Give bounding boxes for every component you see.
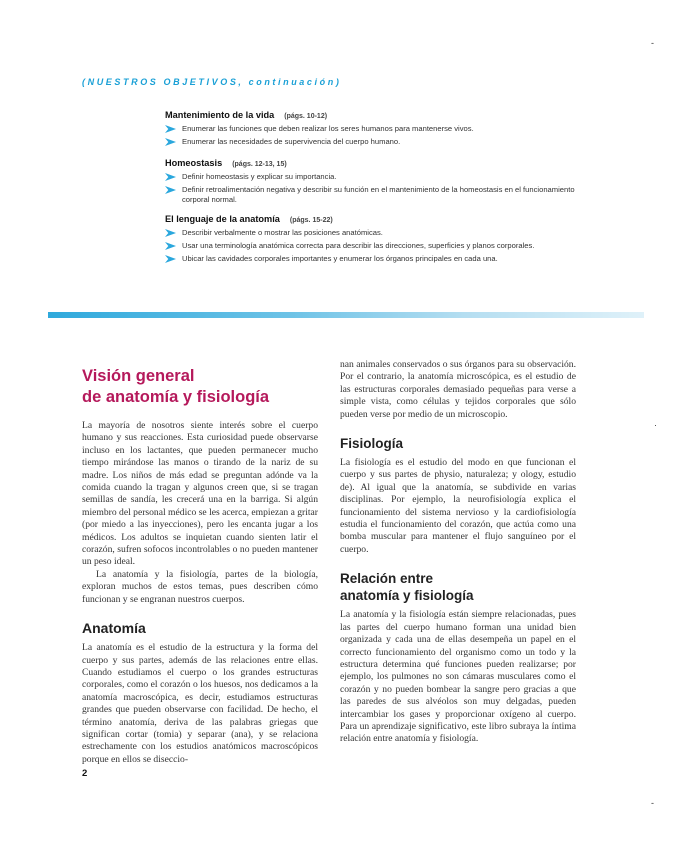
page-title-line2: de anatomía y fisiología xyxy=(82,388,270,406)
physiology-heading: Fisiología xyxy=(340,436,404,452)
relation-paragraph: La anatomía y la fisiología están siempre relacionadas, pues las partes del cuerpo humano forman una unidad bien organizada y cada una de ellas desempeña un papel en el correcto funcionamiento del organismo como un todo y la estructura determina qué funciones pueden realizarse; por ejemplo, los pulmones no son cámaras musculares como el corazón y no pueden bombear la sangre pero gracias a que las paredes de sus alvéolos son muy delgadas, pueden intercambiar los gases y proporcionar oxígeno al cuerpo. Para un aprendizaje significativo, este libro subraya la íntima relación entre anatomía y fisiología. xyxy=(340,609,576,745)
section-title: El lenguaje de la anatomía (págs. 15-22) xyxy=(165,214,333,224)
objective-item: Ubicar las cavidades corporales importantes y enumerar los órganos principales en cada una. xyxy=(165,254,585,264)
corner-mark: - xyxy=(651,798,654,808)
section-divider xyxy=(48,312,644,318)
objective-item: Definir homeostasis y explicar su importancia. xyxy=(165,172,585,182)
objective-item: Describir verbalmente o mostrar las posiciones anatómicas. xyxy=(165,228,585,238)
intro-paragraph-2: La anatomía y la fisiología, partes de la biología, exploran muchos de estos temas, pues describen cómo funcionan y se engranan nuestros cuerpos. xyxy=(82,568,318,605)
page-title-line1: Visión general xyxy=(82,367,195,385)
arrow-icon xyxy=(165,186,176,194)
arrow-icon xyxy=(165,255,176,263)
section-pages: (págs. 10-12) xyxy=(284,113,328,120)
objective-item: Definir retroalimentación negativa y describir su función en el mantenimiento de la homeostasis en el funcionamiento corporal normal. xyxy=(165,185,585,205)
physiology-paragraph: La fisiología es el estudio del modo en que funcionan el cuerpo y sus partes de physio, naturaleza; y ology, estudio de). Al igual que la anatomía, se subdivide en varias disciplinas. Por ejemplo, la neurofisiología explica el funcionamiento del sistema nervioso y la cardiofisiología estudia el funcionamiento del corazón, que actúa como una bomba muscular para mantener el flujo sanguíneo por el cuerpo. xyxy=(340,457,576,555)
continuation-paragraph: nan animales conservados o sus órganos para su observación. Por el contrario, la anatomía microscópica, es el estudio de las estructuras corporales demasiado pequeñas para verse a simple vista, como células y tejidos corporales que sólo pueden verse por medio de un microscopio. xyxy=(340,359,576,420)
objectives-header: (NUESTROS OBJETIVOS, continuación) xyxy=(82,77,342,87)
intro-paragraph: La mayoría de nosotros siente interés sobre el cuerpo humano y sus reacciones. Esta curiosidad puede observarse incluso en los lactantes, que pueden permanecer mucho tiempo mirándose las manos o tirando de la nariz de su madre. Los niños de más edad se preguntan adónde va la comida cuando la tragan y algunos creen que, si se tragan semillas de sandía, les crecerá una en la barriga. Si algún miembro del personal médico se les acerca, empiezan a gritar (por miedo a las inyecciones), pero les encanta jugar a los médicos. Los adultos se inquietan cuando sienten latir el corazón, sufren sofocos incontrolables o no pueden mantener un peso ideal. xyxy=(82,420,319,568)
section-pages: (págs. 15-22) xyxy=(289,217,333,224)
arrow-icon xyxy=(165,242,176,250)
section-title: Homeostasis (págs. 12-13, 15) xyxy=(165,158,287,168)
objective-section-homeostasis xyxy=(165,158,585,208)
section-pages: (págs. 12-13, 15) xyxy=(232,161,287,168)
corner-mark: - xyxy=(651,38,654,48)
relation-heading-line1: Relación entre xyxy=(340,571,434,587)
arrow-icon xyxy=(165,138,176,146)
left-column xyxy=(82,366,318,766)
page-number: 2 xyxy=(82,768,88,779)
arrow-icon xyxy=(165,229,176,237)
right-column xyxy=(340,359,576,746)
arrow-icon xyxy=(165,125,176,133)
anatomy-heading: Anatomía xyxy=(82,620,146,637)
objective-section-lenguaje xyxy=(165,214,585,267)
objective-item: Enumerar las necesidades de supervivencia del cuerpo humano. xyxy=(165,137,585,147)
relation-heading-line2: anatomía y fisiología xyxy=(340,588,474,604)
section-title: Mantenimiento de la vida (págs. 10-12) xyxy=(165,110,328,120)
objective-section-mantenimiento xyxy=(165,110,585,150)
objective-item: Enumerar las funciones que deben realizar los seres humanos para mantenerse vivos. xyxy=(165,124,585,134)
objective-item: Usar una terminología anatómica correcta para describir las direcciones, superficies y planos corporales. xyxy=(165,241,585,251)
corner-mark: · xyxy=(654,420,657,430)
anatomy-paragraph: La anatomía es el estudio de la estructura y la forma del cuerpo y sus partes, además de las relaciones entre ellas. Cuando estudiamos el cuerpo o los grandes estructuras corporales, como el corazón o los huesos, nos dedicamos a la anatomía macroscópica, es decir, estudiamos estructuras grandes que pueden observarse con facilidad. De hecho, el término anatomía, deriva de las palabras griegas que significan cortar (tomia) y separar (ana), y se relaciona estrechamente con los estudios anatómicos macroscópicos porque en ellos se disecciо- xyxy=(82,642,318,765)
arrow-icon xyxy=(165,173,176,181)
